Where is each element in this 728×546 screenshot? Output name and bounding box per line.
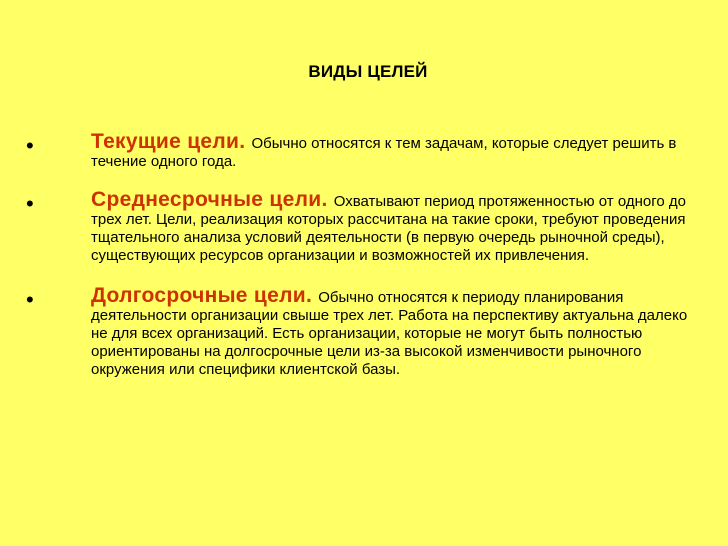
- bullet-list: [0, 130, 728, 399]
- description-long-term-goals: Обычно относятся к периоду планирования деятельности организации свыше трех лет. Работа на перспективу актуальна далеко не для всех организаций. Есть организации, которые не могут быть полностью ориентированы на долгосрочные цели из-за высокой изменчивости рыночного окружения или специфики клиентской базы.: [91, 289, 688, 378]
- bullet-icon: •: [26, 287, 34, 312]
- term-medium-term-goals: Среднесрочные цели.: [91, 188, 334, 211]
- slide-title: ВИДЫ ЦЕЛЕЙ: [308, 62, 428, 81]
- term-long-term-goals: Долгосрочные цели.: [91, 284, 319, 307]
- bullet-icon: •: [26, 191, 34, 216]
- description-current-goals: Обычно относятся к тем задачам, которые следует решить в течение одного года.: [91, 135, 677, 170]
- bullet-icon: •: [26, 133, 34, 158]
- bullet-item-current-goals: [0, 130, 728, 171]
- bullet-item-medium-term-goals: [0, 188, 728, 265]
- term-current-goals: Текущие цели.: [91, 130, 252, 153]
- description-medium-term-goals: Охватывают период протяженностью от одного до трех лет. Цели, реализация которых рассчитана на такие сроки, требуют проведения тщательного анализа условий деятельности (в первую очередь рыночной среды), существующих ресурсов организации и возможностей их привлечения.: [91, 193, 686, 264]
- bullet-item-long-term-goals: [0, 284, 728, 379]
